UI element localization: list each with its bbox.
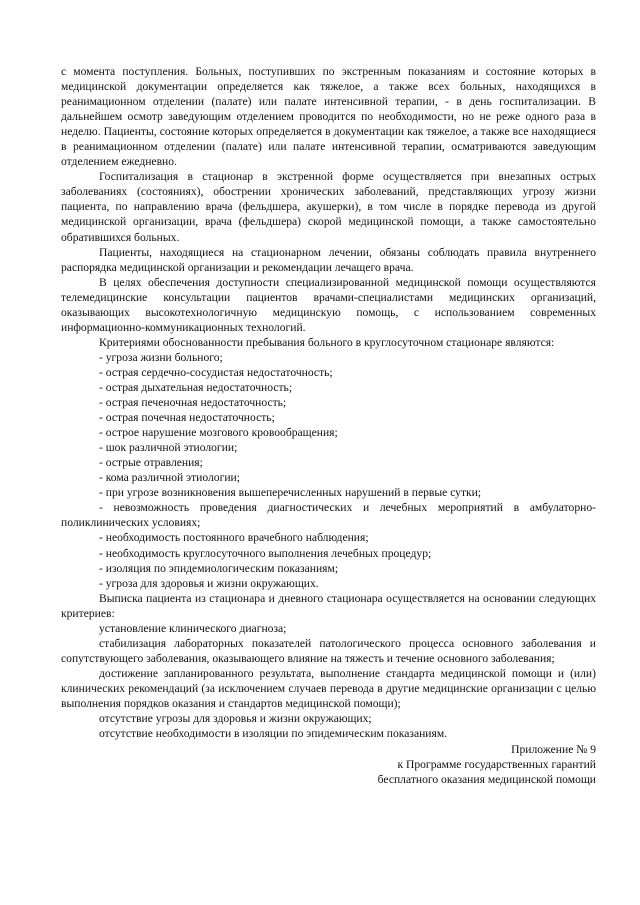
list-item: - угроза для здоровья и жизни окружающих. bbox=[99, 576, 319, 590]
list-item: отсутствие угрозы для здоровья и жизни окружающих; bbox=[99, 712, 372, 726]
document-page bbox=[61, 64, 596, 787]
list-item: - острая почечная недостаточность; bbox=[99, 411, 275, 425]
list-item: - при угрозе возникновения вышеперечисленных нарушений в первые сутки; bbox=[99, 486, 482, 500]
discharge-criteria-list bbox=[61, 621, 596, 741]
paragraph-emergency-hospitalization: Госпитализация в стационар в экстренной форме осуществляется при внезапных острых заболеваниях (состояниях), обострении хронических заболеваний, представляющих угрозу жизни пациента, по направлению врача (фельдшера, акушерки), в том числе в порядке перевода из другой медицинской организации, врача (фельдшера) скорой медицинской помощи, а также самостоятельно обратившихся больных. bbox=[61, 170, 596, 244]
list-item: - острая печеночная недостаточность; bbox=[99, 396, 287, 410]
appendix-program-line: бесплатного оказания медицинской помощи bbox=[377, 773, 596, 787]
paragraph-telemedicine: В целях обеспечения доступности специализированной медицинской помощи осуществляются телемедицинские консультации пациентов врачами-специалистами медицинских организаций, оказывающих высокотехнологичную медицинскую помощь, с использованием современных информационно-коммуникационных технологий. bbox=[61, 275, 596, 334]
list-item: - острое нарушение мозгового кровообращения; bbox=[99, 426, 338, 440]
paragraph-discharge-intro: Выписка пациента из стационара и дневного стационара осуществляется на основании следующих критериев: bbox=[61, 591, 596, 620]
list-item: - угроза жизни больного; bbox=[99, 350, 223, 364]
paragraph-criteria-intro: Критериями обоснованности пребывания больного в круглосуточном стационаре являются: bbox=[99, 335, 555, 349]
list-item: - острая сердечно-сосудистая недостаточность; bbox=[99, 365, 333, 379]
list-item: установление клинического диагноза; bbox=[99, 621, 287, 635]
list-item: - шок различной этиологии; bbox=[99, 441, 238, 455]
paragraph-head-of-department-inspection: с момента поступления. Больных, поступивших по экстренным показаниям и состояние которых в медицинской документации определяется как тяжелое, а также всех больных, находящихся в реанимационном отделении (палате) или палате интенсивной терапии, - в день госпитализации. В дальнейшем осмотр заведующим отделением проводится по необходимости, но не реже одного раза в неделю. Пациенты, состояние которых определяется в документации как тяжелое, а также все находящиеся в реанимационном отделении (палате) или палате интенсивной терапии, осматриваются заведующим отделением ежедневно. bbox=[61, 65, 596, 169]
list-item: - кома различной этиологии; bbox=[99, 471, 240, 485]
list-item: - острые отравления; bbox=[99, 456, 203, 470]
appendix-program-line: к Программе государственных гарантий bbox=[397, 758, 596, 772]
list-item: - необходимость постоянного врачебного наблюдения; bbox=[99, 531, 369, 545]
appendix-number: Приложение № 9 bbox=[511, 743, 596, 757]
list-item: - необходимость круглосуточного выполнения лечебных процедур; bbox=[99, 546, 432, 560]
list-item: достижение запланированного результата, выполнение стандарта медицинской помощи и (или) клинических рекомендаций (за исключением случаев перевода в другие медицинские организации с целью выполнения порядков оказания и стандартов медицинской помощи); bbox=[61, 666, 596, 710]
paragraph-patient-rules: Пациенты, находящиеся на стационарном лечении, обязаны соблюдать правила внутреннего распорядка медицинской организации и рекомендации лечащего врача. bbox=[61, 245, 596, 274]
list-item: - изоляция по эпидемиологическим показаниям; bbox=[99, 561, 339, 575]
appendix-header bbox=[61, 742, 596, 787]
list-item: отсутствие необходимости в изоляции по эпидемическим показаниям. bbox=[99, 727, 448, 741]
criteria-list bbox=[61, 350, 596, 591]
list-item: стабилизация лабораторных показателей патологического процесса основного заболевания и сопутствующего заболевания, оказывающего влияние на тяжесть и течение основного заболевания; bbox=[61, 636, 596, 665]
list-item: - невозможность проведения диагностических и лечебных мероприятий в амбулаторно-поликлинических условиях; bbox=[61, 501, 596, 530]
list-item: - острая дыхательная недостаточность; bbox=[99, 380, 293, 394]
